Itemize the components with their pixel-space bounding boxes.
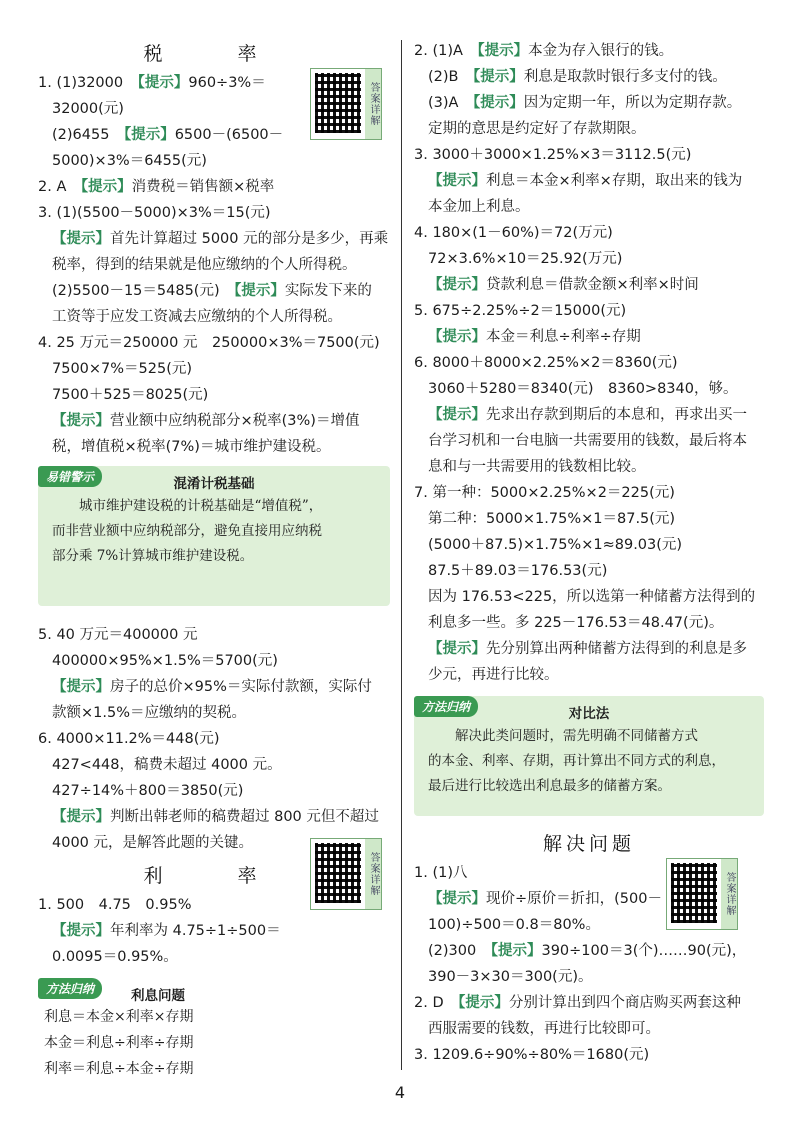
answer-text: 2. (1)A	[414, 43, 478, 59]
warning-box-wrapper	[38, 466, 390, 616]
answer-line	[38, 382, 390, 408]
box-line: 的本金、利率、存期，再计算出不同方式的利息，	[428, 753, 725, 769]
hint-label: 【提示】	[428, 641, 486, 657]
answer-text: 2. A	[38, 179, 81, 195]
hint-label: 【提示】	[428, 329, 486, 345]
answer-line	[38, 778, 390, 804]
answer-text: 现价÷原价＝折扣，(500－	[486, 891, 662, 907]
qr-code-tax[interactable]	[310, 68, 382, 140]
answer-text: 3. 1209.6÷90%÷80%＝1680(元)	[414, 1047, 650, 1063]
qr-code-icon	[315, 73, 361, 133]
hint-label: 【提示】	[473, 69, 524, 85]
answer-text: 定期的意思是约定好了存款期限。	[428, 121, 646, 137]
answer-text: 判断出韩老师的稿费超过 800 元但不超过	[110, 809, 379, 825]
answer-line	[414, 964, 764, 990]
answer-text: 款额×1.5%＝应缴纳的契税。	[52, 705, 246, 721]
answer-text: 税，增值税×税率(7%)＝城市维护建设税。	[52, 439, 331, 455]
answer-text: 因为 176.53<225，所以选第一种储蓄方法得到的	[428, 589, 756, 605]
compare-box-wrapper	[414, 696, 764, 822]
answer-line	[38, 674, 390, 700]
answer-text: 400000×95%×1.5%＝5700(元)	[52, 653, 278, 669]
answer-line	[414, 116, 764, 142]
answer-line	[38, 226, 390, 252]
answer-text: 390÷100＝3(个)……90(元)，	[541, 943, 747, 959]
answer-text: 台学习机和一台电脑一共需要用的钱数，最后将本	[428, 433, 747, 449]
answer-line	[414, 584, 764, 610]
answer-line	[414, 220, 764, 246]
answer-text: 6. 4000×11.2%＝448(元)	[38, 731, 220, 747]
answer-text: 7500×7%＝525(元)	[52, 361, 193, 377]
box-line: 部分乘 7%计算城市维护建设税。	[52, 548, 254, 564]
answer-text: 实际发下来的	[284, 283, 372, 299]
qr-code-icon	[315, 843, 361, 903]
answer-text: 5000)×3%＝6455(元)	[52, 153, 207, 169]
answer-line	[414, 376, 764, 402]
qr-answer-tag: 答案详解	[365, 69, 381, 139]
method-box-wrapper	[38, 978, 390, 1096]
warning-box	[38, 466, 390, 606]
method-body	[414, 722, 764, 799]
answer-text: 7. 第一种：5000×2.25%×2＝225(元)	[414, 485, 675, 501]
hint-label: 【提示】	[458, 995, 509, 1011]
answer-text: 因为定期一年，所以为定期存款。	[523, 95, 742, 111]
answer-text: 先求出存款到期后的本息和，再求出买一	[486, 407, 747, 423]
box-line: 而非营业额中应纳税部分，避免直接用应纳税	[52, 523, 322, 539]
answer-line	[414, 402, 764, 428]
answer-line	[38, 918, 390, 944]
answer-text: 4000 元，是解答此题的关键。	[52, 835, 254, 851]
hint-label: 【提示】	[490, 943, 542, 959]
hint-label: 【提示】	[80, 179, 132, 195]
answer-text: 少元，再进行比较。	[428, 667, 559, 683]
answer-text: 3. (1)(5500－5000)×3%＝15(元)	[38, 205, 271, 221]
answer-text: 87.5＋89.03＝176.53(元)	[428, 563, 608, 579]
hint-label: 【提示】	[428, 173, 486, 189]
answer-line	[38, 148, 390, 174]
answer-line	[414, 662, 764, 688]
method-formulas	[38, 1004, 238, 1082]
answer-line	[414, 454, 764, 480]
answer-text: (2)6455	[52, 127, 124, 143]
answer-line	[414, 558, 764, 584]
answer-text: 税率，得到的结果就是他应缴纳的个人所得税。	[52, 257, 357, 273]
answer-text: 贷款利息＝借款金额×利率×时间	[486, 277, 699, 293]
answer-text: (3)A	[428, 95, 473, 111]
answer-text: 3060＋5280＝8340(元) 8360>8340，够。	[428, 381, 738, 397]
compare-method-box	[414, 696, 764, 816]
box-line: 利息＝本金×利率×存期	[44, 1009, 194, 1025]
qr-answer-tag: 答案详解	[365, 839, 381, 909]
answer-text: 6. 8000＋8000×2.25%×2＝8360(元)	[414, 355, 678, 371]
answer-line	[38, 434, 390, 460]
answer-text: 3. 3000＋3000×1.25%×3＝3112.5(元)	[414, 147, 692, 163]
hint-label: 【提示】	[477, 43, 529, 59]
hint-label: 【提示】	[428, 277, 486, 293]
answer-line	[414, 1042, 764, 1068]
box-line: 最后进行比较选出利息最多的储蓄方案。	[428, 778, 671, 794]
answer-line	[38, 304, 390, 330]
box-line: 本金＝利息÷利率÷存期	[44, 1035, 194, 1051]
answer-line	[38, 726, 390, 752]
method-badge: 方法归纳	[38, 978, 102, 999]
method-title: 利息问题	[131, 988, 185, 1004]
answer-text: (2)300	[428, 943, 491, 959]
hint-label: 【提示】	[123, 127, 175, 143]
qr-code-icon	[671, 863, 717, 923]
answer-text: 390－3×30＝300(元)。	[428, 969, 593, 985]
interest-answers-continued	[414, 38, 764, 688]
answer-line	[38, 622, 390, 648]
column-divider	[401, 40, 402, 1070]
answer-text: 分别计算出到四个商店购买两套这种	[508, 995, 741, 1011]
answer-text: 息和与一共需要用的钱数相比较。	[428, 459, 646, 475]
answer-text: 1. (1)32000	[38, 75, 138, 91]
answer-line	[414, 272, 764, 298]
answer-line	[414, 64, 764, 90]
answer-text: 0.0095＝0.95%。	[52, 949, 178, 965]
answer-text: 32000(元)	[52, 101, 124, 117]
answer-text: 4. 180×(1－60%)＝72(万元)	[414, 225, 613, 241]
page-number: 4	[394, 1083, 406, 1102]
hint-label: 【提示】	[52, 413, 110, 429]
answer-line	[38, 252, 390, 278]
answer-line	[414, 350, 764, 376]
answer-text: 4. 25 万元＝250000 元 250000×3%＝7500(元)	[38, 335, 380, 351]
method-badge: 方法归纳	[414, 696, 478, 717]
qr-answer-tag: 答案详解	[721, 859, 737, 929]
hint-label: 【提示】	[52, 679, 110, 695]
answer-text: 年利率为 4.75÷1÷500＝	[110, 923, 281, 939]
answer-text: 利息是取款时银行多支付的钱。	[523, 69, 727, 85]
answer-text: 1. (1)八	[414, 865, 468, 881]
answer-line	[38, 700, 390, 726]
answer-line	[38, 356, 390, 382]
tax-answers-continued	[38, 622, 390, 856]
warning-badge: 易错警示	[38, 466, 102, 487]
answer-line	[414, 324, 764, 350]
hint-label: 【提示】	[52, 809, 110, 825]
answer-text: 2. D	[414, 995, 459, 1011]
answer-text: 427<448，稿费未超过 4000 元。	[52, 757, 282, 773]
answer-text: 本金＝利息÷利率÷存期	[486, 329, 641, 345]
hint-label: 【提示】	[428, 407, 486, 423]
answer-text: 利息多一些。多 225－176.53＝48.47(元)。	[428, 615, 724, 631]
qr-code-solve[interactable]	[666, 858, 738, 930]
section-title-interest-rate: 利 率	[143, 865, 285, 887]
answer-line	[38, 408, 390, 434]
answer-text: 利息＝本金×利率×存期，取出来的钱为	[486, 173, 743, 189]
answer-text: 72×3.6%×10＝25.92(万元)	[428, 251, 623, 267]
hint-label: 【提示】	[234, 283, 285, 299]
method-title: 对比法	[568, 706, 610, 722]
answer-line	[38, 648, 390, 674]
answer-line	[414, 38, 764, 64]
answer-text: 西服需要的钱数，再进行比较即可。	[428, 1021, 660, 1037]
answer-text: 首先计算超过 5000 元的部分是多少，再乘	[110, 231, 389, 247]
answer-line	[414, 194, 764, 220]
answer-line	[38, 944, 390, 970]
answer-line	[38, 330, 390, 356]
answer-line	[414, 298, 764, 324]
answer-text: 5. 675÷2.25%÷2＝15000(元)	[414, 303, 627, 319]
answer-line	[38, 200, 390, 226]
answer-line	[414, 142, 764, 168]
answer-text: (5000＋87.5)×1.75%×1≈89.03(元)	[428, 537, 683, 553]
answer-text: 工资等于应发工资减去应缴纳的个人所得税。	[52, 309, 342, 325]
answer-text: 营业额中应纳税部分×税率(3%)＝增值	[110, 413, 360, 429]
box-line: 利率＝利息÷本金÷存期	[44, 1061, 194, 1077]
interest-method-box	[38, 978, 238, 1090]
hint-label: 【提示】	[428, 891, 486, 907]
answer-line	[414, 990, 764, 1016]
answer-text: (2)B	[428, 69, 473, 85]
answer-line	[38, 752, 390, 778]
warning-title: 混淆计税基础	[173, 476, 255, 492]
answer-text: 第二种：5000×1.75%×1＝87.5(元)	[428, 511, 676, 527]
answer-text: 房子的总价×95%＝实际付款额，实际付	[110, 679, 372, 695]
answer-line	[414, 428, 764, 454]
box-line: 城市维护建设税的计税基础是“增值税”，	[79, 498, 323, 514]
answer-text: 100)÷500＝0.8＝80%。	[428, 917, 600, 933]
hint-label: 【提示】	[137, 75, 189, 91]
hint-label: 【提示】	[52, 923, 110, 939]
section-title-solve: 解决问题	[542, 833, 635, 855]
answer-text: 本金为存入银行的钱。	[528, 43, 674, 59]
answer-line	[414, 90, 764, 116]
box-line: 解决此类问题时，需先明确不同储蓄方式	[455, 728, 698, 744]
answer-text: 5. 40 万元＝400000 元	[38, 627, 198, 643]
hint-label: 【提示】	[472, 95, 524, 111]
answer-text: 960÷3%＝	[188, 75, 266, 91]
left-column	[38, 38, 390, 1096]
qr-code-interest[interactable]	[310, 838, 382, 910]
answer-text: 427÷14%＋800＝3850(元)	[52, 783, 244, 799]
answer-text: 消费税＝销售额×税率	[131, 179, 275, 195]
right-column	[414, 38, 764, 1068]
answer-line	[414, 168, 764, 194]
answer-line	[38, 804, 390, 830]
answer-text: 本金加上利息。	[428, 199, 530, 215]
warning-body	[38, 492, 390, 569]
answer-text: 1. 500 4.75 0.95%	[38, 897, 192, 913]
answer-line	[414, 1016, 764, 1042]
answer-line	[414, 506, 764, 532]
answer-line	[38, 278, 390, 304]
answer-text: (2)5500－15＝5485(元)	[52, 283, 235, 299]
answer-line	[414, 938, 764, 964]
answer-line	[414, 610, 764, 636]
answer-text: 先分别算出两种储蓄方法得到的利息是多	[486, 641, 747, 657]
answer-line	[414, 480, 764, 506]
section-title-tax: 税 率	[143, 43, 285, 65]
answer-text: 6500－(6500－	[174, 127, 284, 143]
answer-line	[414, 246, 764, 272]
answer-line	[414, 636, 764, 662]
answer-text: 7500＋525＝8025(元)	[52, 387, 209, 403]
answer-line	[38, 174, 390, 200]
answer-line	[414, 532, 764, 558]
hint-label: 【提示】	[52, 231, 110, 247]
